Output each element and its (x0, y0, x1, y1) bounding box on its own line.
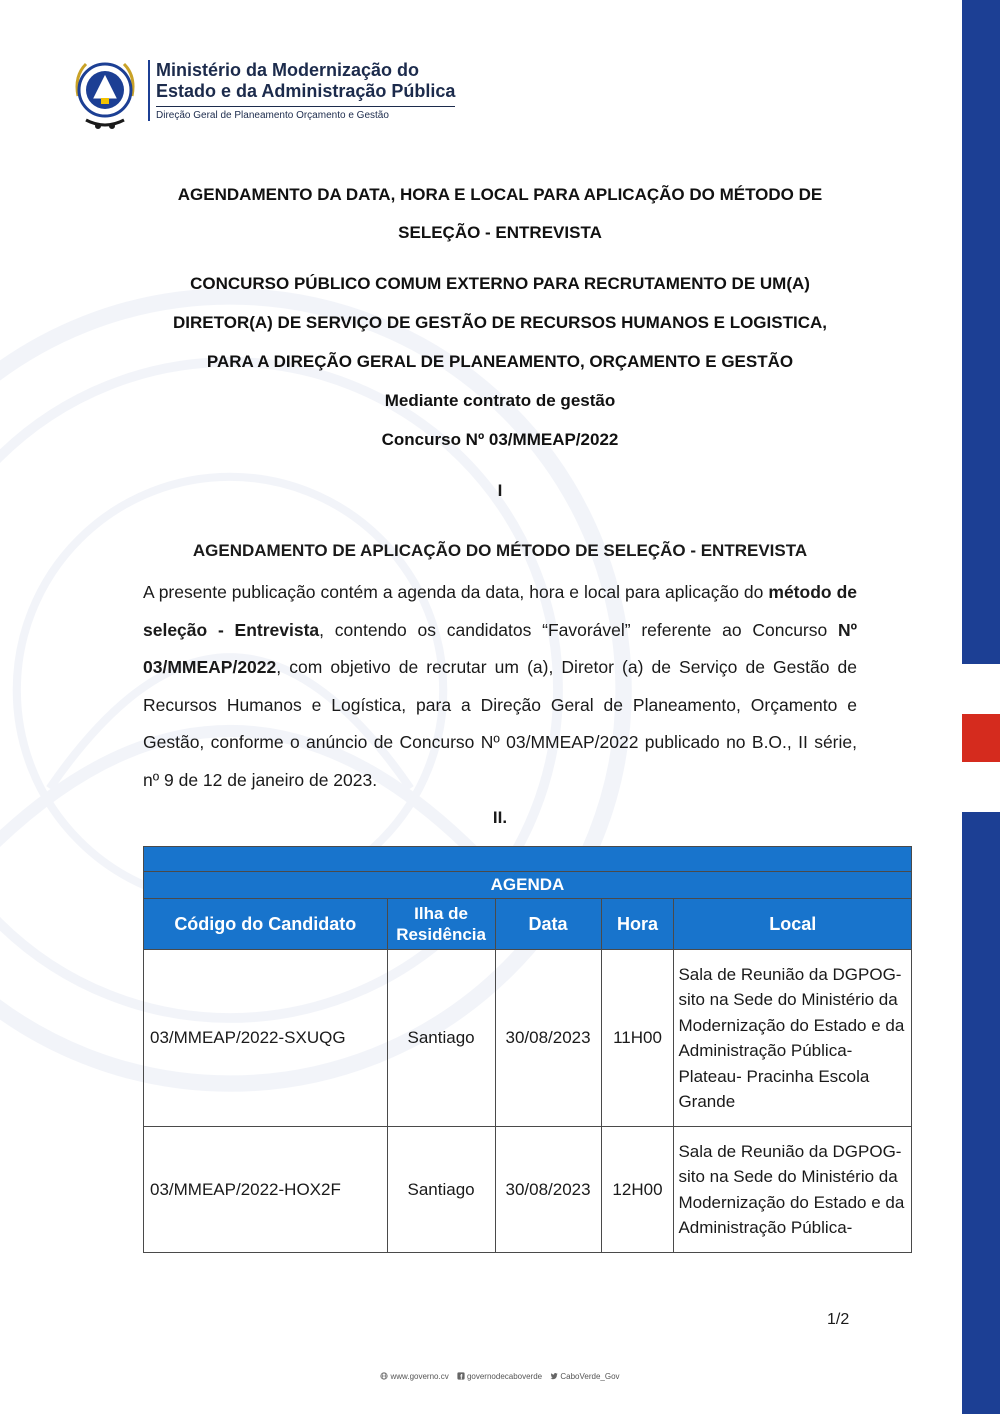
table-row (144, 950, 912, 1127)
page-number: 1/2 (827, 1311, 850, 1328)
title-line-1: AGENDAMENTO DA DATA, HORA E LOCAL PARA APLICAÇÃO DO MÉTODO DE (177, 185, 823, 204)
agenda-table (143, 846, 912, 1253)
side-stripe-blue-top (962, 0, 1000, 664)
document-title (140, 176, 860, 459)
facebook-icon (457, 1372, 465, 1380)
footer-twitter-text: CaboVerde_Gov (560, 1372, 620, 1381)
department-name: Direção Geral de Planeamento Orçamento e Gestão (156, 106, 455, 121)
col-header-code: Código do Candidato (144, 899, 388, 950)
ministry-line-1: Ministério da Modernização do (156, 60, 420, 80)
section-heading: AGENDAMENTO DE APLICAÇÃO DO MÉTODO DE SELEÇÃO - ENTREVISTA (192, 541, 808, 560)
col-header-time: Hora (601, 899, 674, 950)
cell-candidate-code: 03/MMEAP/2022-SXUQG (144, 950, 388, 1127)
table-title-row (144, 872, 912, 899)
title-line-5: PARA A DIREÇÃO GERAL DE PLANEAMENTO, ORÇAMENTO E GESTÃO (206, 352, 794, 371)
body-paragraph (143, 574, 857, 800)
cell-time: 12H00 (601, 1127, 674, 1253)
footer-facebook (457, 1372, 542, 1381)
footer-website (380, 1372, 448, 1381)
cell-candidate-code: 03/MMEAP/2022-HOX2F (144, 1127, 388, 1253)
ministry-name (148, 60, 455, 121)
footer-twitter (550, 1372, 619, 1381)
side-stripe-blue-bottom (962, 812, 1000, 1414)
paragraph-text-a: A presente publicação contém a agenda da data, hora e local para aplicação do (143, 582, 769, 602)
section-number-1: I (497, 481, 503, 500)
footer (0, 1372, 1000, 1381)
cell-date: 30/08/2023 (495, 950, 601, 1127)
title-line-4: DIRETOR(A) DE SERVIÇO DE GESTÃO DE RECURSOS HUMANOS E LOGISTICA, (173, 313, 827, 332)
letterhead (72, 54, 492, 134)
col-header-location: Local (674, 899, 912, 950)
section-number-2: II. (492, 808, 508, 827)
col-header-date: Data (495, 899, 601, 950)
table-top-band (144, 847, 912, 872)
table-row (144, 1127, 912, 1253)
ministry-line-2: Estado e da Administração Pública (156, 81, 456, 101)
title-line-6: Mediante contrato de gestão (384, 391, 616, 410)
table-blank-header (144, 847, 912, 872)
footer-website-text: www.governo.cv (390, 1372, 449, 1381)
coat-of-arms-icon (72, 56, 138, 132)
paragraph-bold-method: método de seleção - Entrevista (143, 582, 857, 640)
cell-location: Sala de Reunião da DGPOG- sito na Sede do Ministério da Modernização do Estado e da Administração Pública- (674, 1127, 912, 1253)
footer-facebook-text: governodecaboverde (466, 1372, 543, 1381)
title-line-2: SELEÇÃO - ENTREVISTA (398, 223, 602, 242)
cell-location: Sala de Reunião da DGPOG- sito na Sede do Ministério da Modernização do Estado e da Administração Pública- Plateau- Pracinha Escola Grande (674, 950, 912, 1127)
title-line-7: Concurso Nº 03/MMEAP/2022 (381, 430, 619, 449)
globe-icon (380, 1372, 388, 1380)
table-header-row (144, 899, 912, 950)
twitter-icon (550, 1372, 558, 1380)
paragraph-text-e: , com objetivo de recrutar um (a), Diretor (a) de Serviço de Gestão de Recursos Humanos e Logística, para a Direção Geral de Planeamento, Orçamento e Gestão, conforme o anúncio de Concurso Nº 03/MMEAP/2022 publicado no B.O., II série, nº 9 de 12 de janeiro de 2023. (143, 657, 857, 790)
table-title: AGENDA (144, 872, 912, 899)
cell-island: Santiago (387, 950, 495, 1127)
cell-island: Santiago (387, 1127, 495, 1253)
side-stripe-red (962, 714, 1000, 762)
title-line-3: CONCURSO PÚBLICO COMUM EXTERNO PARA RECRUTAMENTO DE UM(A) (190, 274, 810, 293)
cell-time: 11H00 (601, 950, 674, 1127)
paragraph-text-c: , contendo os candidatos “Favorável” referente ao Concurso (319, 619, 838, 640)
paragraph-bold-contest: Nº 03/MMEAP/2022 (143, 619, 858, 678)
col-header-island: Ilha de Residência (387, 899, 495, 950)
cell-date: 30/08/2023 (495, 1127, 601, 1253)
